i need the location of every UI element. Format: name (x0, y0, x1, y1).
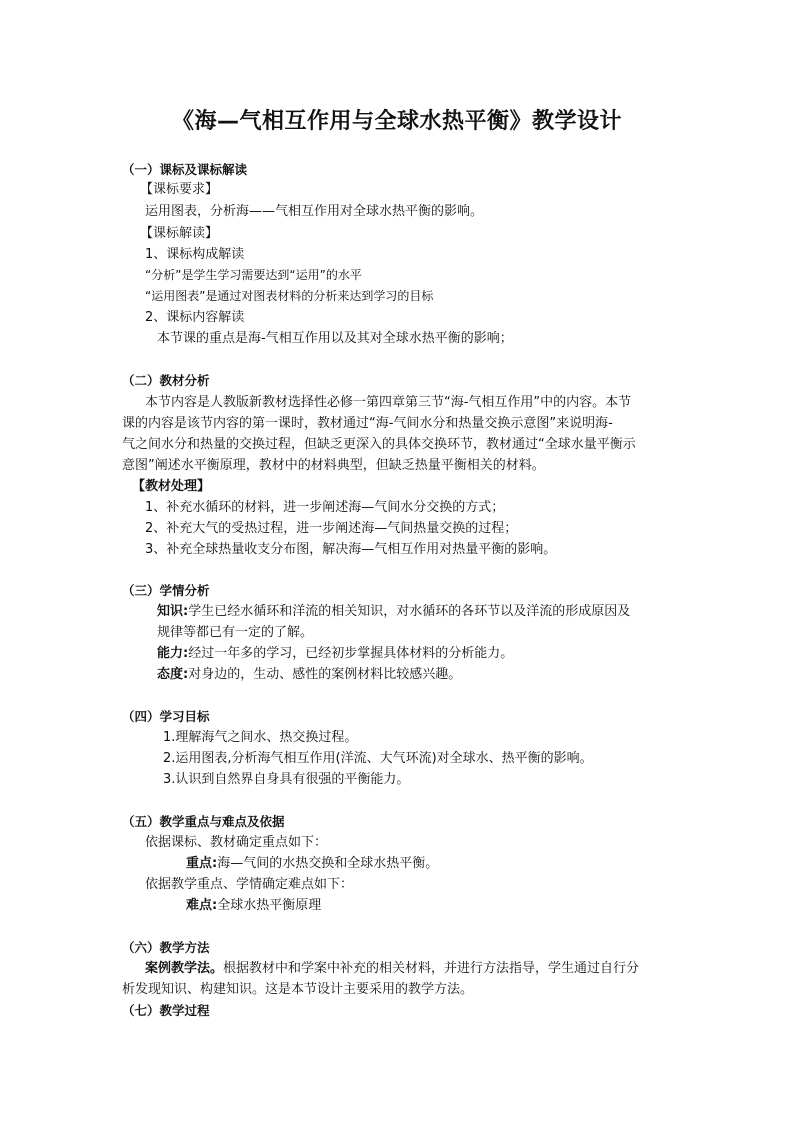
curriculum-requirement-label: 【课标要求】 (140, 182, 219, 197)
ability-text: 经过一年多的学习，已经初步掌握具体材料的分析能力。 (188, 646, 514, 661)
attitude-label: 态度: (157, 667, 189, 682)
attitude-line (157, 665, 461, 684)
knowledge-text: 学生已经水循环和洋流的相关知识，对水循环的各环节以及洋流的形成原因及 (188, 604, 631, 619)
section-5-heading: （五）教学重点与难点及依据 (122, 814, 285, 829)
section-6-heading: （六）教学方法 (122, 940, 210, 955)
method-line-1 (145, 959, 639, 978)
textbook-analysis-line-2: 课的内容是该节内容的第一课时，教材通过“海-气间水分和热量交换示意图”来说明海- (122, 416, 613, 431)
textbook-analysis-line-3: 气之间水分和热量的交换过程，但缺乏更深入的具体交换环节，教材通过“全球水量平衡示 (122, 437, 636, 452)
goal-1: 1.理解海气之间水、热交换过程。 (163, 730, 358, 745)
knowledge-label: 知识: (157, 604, 189, 619)
focus-basis-text: 依据课标、教材确定重点如下： (145, 835, 328, 850)
difficulty-basis-text: 依据教学重点、学情确定难点如下： (145, 877, 354, 892)
key-point-line (186, 854, 438, 873)
attitude-text: 对身边的，生动、感性的案例材料比较感兴趣。 (188, 667, 462, 682)
document-title: 《海—气相互作用与全球水热平衡》教学设计 (171, 109, 622, 134)
section-4-heading: （四）学习目标 (122, 709, 210, 724)
processing-item-1: 1、补充水循环的材料，进一步阐述海—气间水分交换的方式； (145, 500, 505, 515)
section-1-heading: （一）课标及课标解读 (122, 162, 248, 177)
difficulty-line (186, 896, 321, 915)
knowledge-line-2: 规律等都已有一定的了解。 (157, 625, 314, 640)
method-text: 根据教材中和学案中补充的相关材料，并进行方法指导，学生通过自行分 (223, 961, 640, 976)
section-3-heading: （三）学情分析 (122, 583, 210, 598)
curriculum-interpretation-label: 【课标解读】 (140, 226, 219, 241)
difficulty-text: 全球水热平衡原理 (217, 898, 322, 913)
structure-interpretation-item: 1、课标构成解读 (145, 247, 245, 262)
key-point-label: 重点: (186, 856, 218, 871)
textbook-analysis-line-1: 本节内容是人教版新教材选择性必修一第四章第三节“海-气相互作用”中的内容。本节 (145, 395, 632, 410)
knowledge-line-1 (157, 602, 630, 621)
key-point-text: 海—气间的水热交换和全球水热平衡。 (217, 856, 439, 871)
section-2-heading: （二）教材分析 (122, 373, 210, 388)
quote-analysis: “分析”是学生学习需要达到“运用”的水平 (145, 268, 362, 282)
content-interpretation-item: 2、课标内容解读 (145, 310, 245, 325)
ability-line (157, 644, 513, 663)
ability-label: 能力: (157, 646, 189, 661)
goal-3: 3.认识到自然界自身具有很强的平衡能力。 (163, 772, 410, 787)
processing-item-2: 2、补充大气的受热过程，进一步阐述海—气间热量交换的过程； (145, 521, 518, 536)
curriculum-requirement-text: 运用图表，分析海——气相互作用对全球水热平衡的影响。 (145, 204, 484, 219)
textbook-analysis-line-4: 意图”阐述水平衡原理，教材中的材料典型，但缺乏热量平衡相关的材料。 (122, 458, 545, 473)
difficulty-label: 难点: (186, 898, 218, 913)
processing-item-3: 3、补充全球热量收支分布图，解决海—气相互作用对热量平衡的影响。 (145, 542, 557, 557)
goal-2: 2.运用图表,分析海气相互作用(洋流、大气环流)对全球水、热平衡的影响。 (163, 751, 593, 766)
textbook-processing-label: 【教材处理】 (132, 479, 211, 494)
method-label: 案例教学法。 (145, 961, 224, 976)
section-7-heading: （七）教学过程 (122, 1003, 210, 1018)
quote-chart-use: “运用图表”是通过对图表材料的分析来达到学习的目标 (145, 289, 434, 303)
method-line-2: 析发现知识、构建知识。这是本节设计主要采用的教学方法。 (122, 982, 474, 997)
lesson-focus-text: 本节课的重点是海-气相互作用以及其对全球水热平衡的影响； (157, 331, 513, 346)
